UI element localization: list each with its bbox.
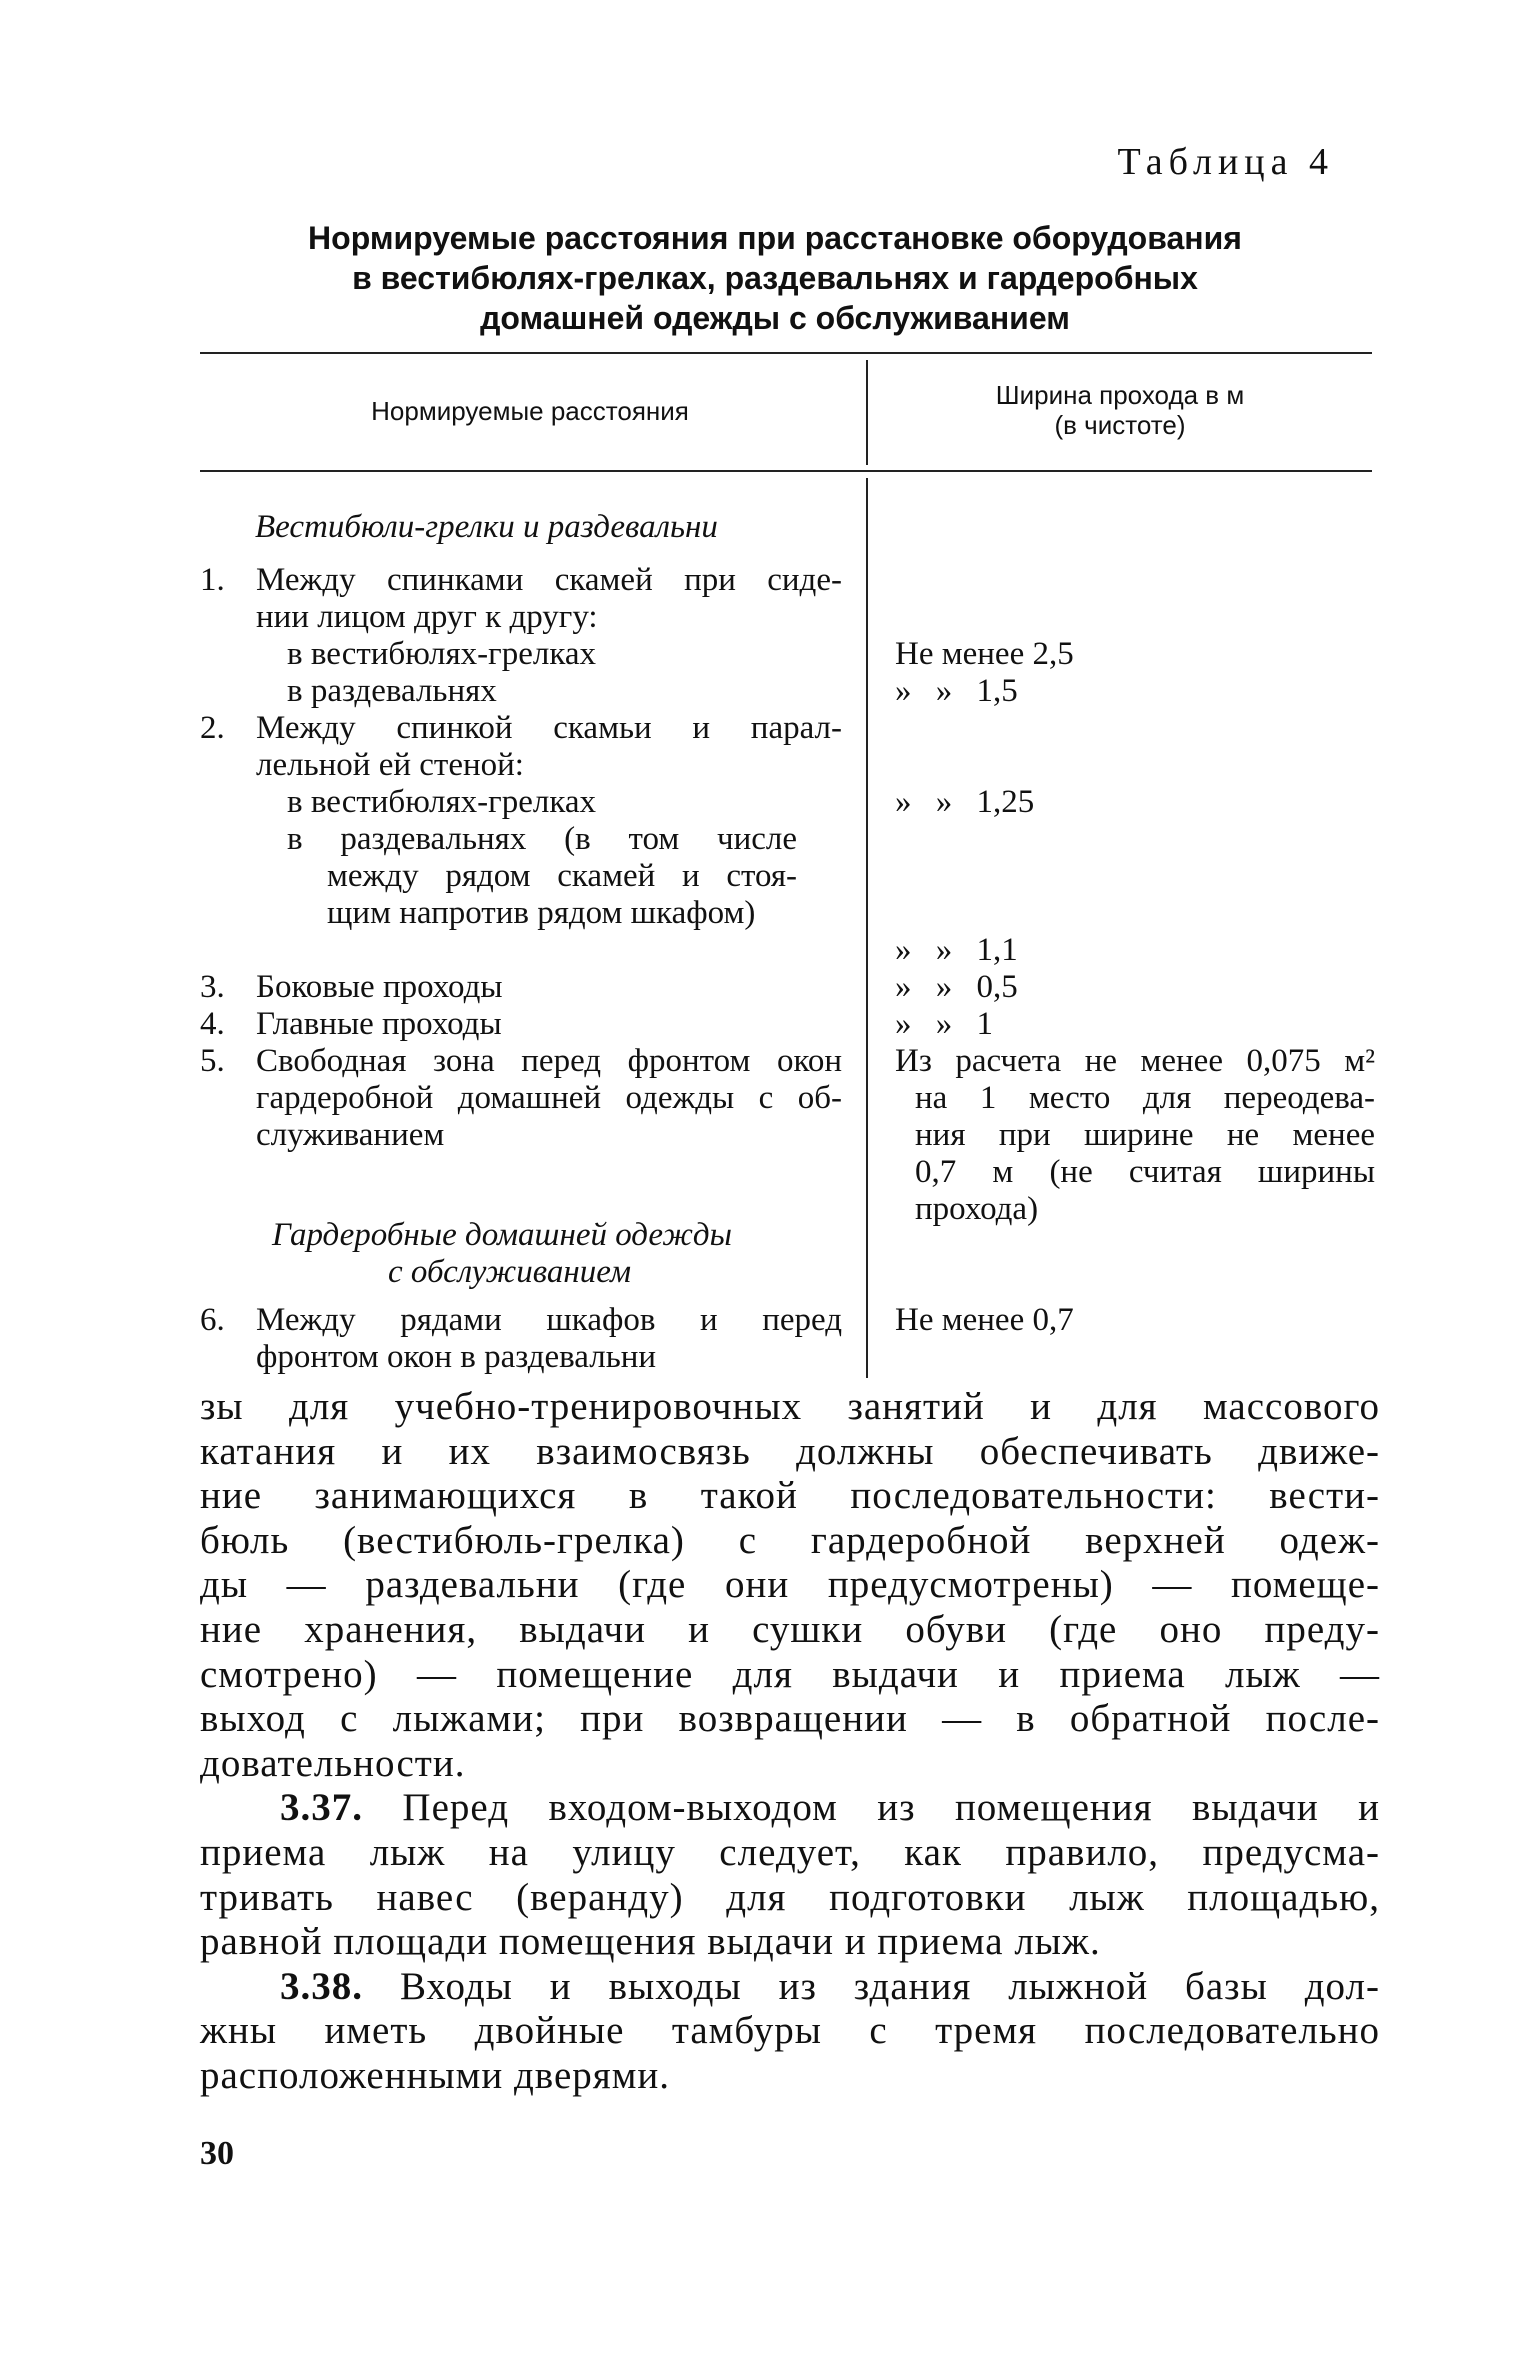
row-value: » » 1,5 [895,673,1018,709]
row-subtext: в вестибюлях-грелках [287,636,597,672]
row-text: гардеробной домашней одежды с об- [256,1080,842,1116]
row-value: 0,7 м (не считая ширины [915,1154,1375,1190]
row-text: Между спинкой скамьи и парал- [256,710,842,746]
text-line: выход с лыжами; при возвращении — в обратной после- [200,1697,1380,1741]
text-line: смотрено) — помещение для выдачи и приема лыж — [200,1652,1380,1696]
row-value: » » 1 [895,1006,993,1042]
table-title-line: Нормируемые расстояния при расстановке оборудования [308,220,1242,256]
row-value: » » 1,1 [895,932,1018,968]
header-column-divider [866,360,868,465]
text-line: катания и их взаимосвязь должны обеспечивать движе- [200,1429,1380,1473]
table-header-rule [200,470,1372,472]
table-title-line: домашней одежды с обслуживанием [480,300,1070,336]
text-line: довательности. [200,1741,466,1785]
row-text: нии лицом друг к другу: [256,599,598,635]
row-text: фронтом окон в раздевальни [256,1339,657,1375]
row-text: служиванием [256,1117,445,1153]
row-value: Не менее 2,5 [895,636,1074,672]
row-subtext: между рядом скамей и стоя- [327,858,797,894]
table-title [200,218,1350,338]
row-value: прохода) [915,1191,1039,1227]
row-number: 6. [200,1302,225,1338]
row-value: Не менее 0,7 [895,1302,1074,1338]
row-text: лельной ей стеной: [256,747,524,783]
row-subtext: в раздевальнях [287,673,497,709]
text-line: зы для учебно-тренировочных занятий и для массового [200,1385,1380,1428]
row-value: Из расчета не менее 0,075 м² [895,1043,1375,1079]
row-text: Боковые проходы [256,969,503,1005]
row-number: 3. [200,969,225,1005]
body-text [200,1385,1380,2099]
text-line: ние хранения, выдачи и сушки обуви (где оно преду- [200,1607,1380,1651]
text-line: Входы и выходы из здания лыжной базы дол- [399,1964,1380,2008]
paragraph-3-38 [200,1965,1380,2010]
text-line: бюль (вестибюль-грелка) с гардеробной верхней одеж- [200,1518,1380,1562]
row-number: 1. [200,562,225,598]
section-heading: с обслуживанием [388,1254,632,1290]
row-text: Между спинками скамей при сиде- [256,562,842,598]
text-line: равной площади помещения выдачи и приема лыж. [200,1920,1101,1964]
paragraph-3-37 [200,1786,1380,1831]
text-line: ние занимающихся в такой последовательности: вести- [200,1474,1380,1518]
text-line: ды — раздевальни (где они предусмотрены) — помеще- [200,1563,1380,1607]
table-label: Таблица 4 [1117,141,1334,183]
table-top-rule [200,352,1372,354]
text-line: расположенными дверями. [200,2053,671,2097]
row-number: 5. [200,1043,225,1079]
row-value: на 1 место для переодева- [915,1080,1375,1116]
column-header-width: Ширина прохода в м (в чистоте) [995,380,1245,440]
row-text: Главные проходы [256,1006,502,1042]
row-text: Свободная зона перед фронтом окон [256,1043,842,1079]
row-subtext: щим напротив рядом шкафом) [327,895,756,931]
row-text: Между рядами шкафов и перед [256,1302,842,1338]
section-heading: Вестибюли-грелки и раздевальни [255,509,718,545]
row-value: ния при ширине не менее [915,1117,1375,1153]
text-line: приема лыж на улицу следует, как правило, предусма- [200,1830,1380,1874]
row-subtext: в раздевальнях (в том числе [287,821,797,857]
column-header-distances: Нормируемые расстояния [371,396,689,426]
page-number: 30 [200,2135,234,2172]
table-title-line: в вестибюлях-грелках, раздевальнях и гардеробных [352,260,1198,296]
paragraph-number: 3.38. [280,1964,363,2008]
text-line: Перед входом-выходом из помещения выдачи и [402,1786,1380,1830]
text-line: жны иметь двойные тамбуры с тремя последовательно [200,2009,1380,2053]
text-line: тривать навес (веранду) для подготовки лыж площадью, [200,1875,1380,1919]
row-value: » » 1,25 [895,784,1035,820]
body-column-divider [866,478,868,1378]
paragraph-number: 3.37. [280,1786,363,1830]
row-number: 2. [200,710,225,746]
row-number: 4. [200,1006,225,1042]
section-heading: Гардеробные домашней одежды [272,1217,732,1253]
row-subtext: в вестибюлях-грелках [287,784,597,820]
row-value: » » 0,5 [895,969,1018,1005]
